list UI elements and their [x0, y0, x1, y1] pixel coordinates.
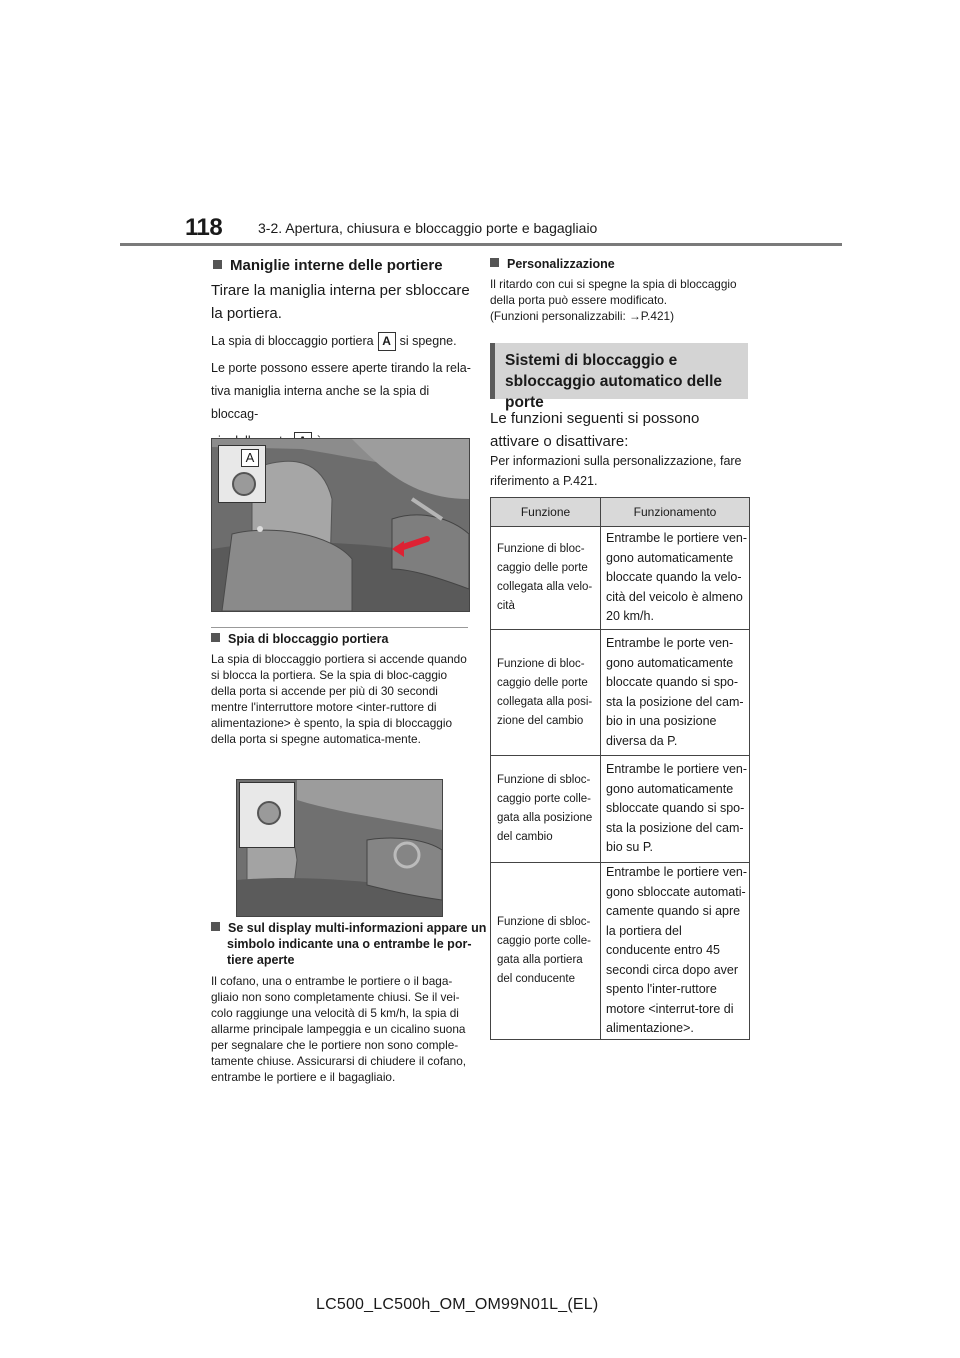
lock-indicator-note: La spia di bloccaggio portiera A si spegne.: [211, 331, 471, 351]
lock-button-icon: [257, 801, 281, 825]
table-cell: Funzione di sbloc-caggio porte colle-gata alla posizione del cambio: [491, 756, 601, 863]
square-bullet-icon: [211, 922, 220, 931]
page-number: 118: [185, 214, 223, 241]
divider: [211, 627, 468, 628]
table-cell: Entrambe le porte ven-gono automaticamente bloccate quando si spo-sta la posizione del cam-bio in una posizione diversa da P.: [601, 630, 750, 756]
table-cell: Entrambe le portiere ven-gono automaticamente sbloccate quando si spo-sta la posizione del cam-bio su P.: [601, 756, 750, 863]
square-bullet-icon: [213, 260, 222, 269]
table-header-row: [491, 498, 750, 527]
customization-body: Il ritardo con cui si spegne la spia di bloccaggio della porta può essere modificato. (Funzioni personalizzabili: →P.421): [490, 277, 737, 323]
callout-a-label: A: [241, 449, 259, 467]
functions-table: [490, 497, 750, 1040]
table-row: [491, 756, 750, 863]
lock-button-icon: [232, 472, 256, 496]
table-cell: Entrambe le portiere ven-gono sbloccate automati-camente quando si apre la portiera del conducente entro 45 secondi circa dopo aver spento l'inter-ruttore motore <interrut-tore di alimentazione>.: [601, 863, 750, 1040]
section-title-display-warning: Se sul display multi-informazioni appare un simbolo indicante una o entrambe le por-tiere aperte: [211, 920, 489, 968]
section-title-lock-indicator: Spia di bloccaggio portiera: [211, 632, 388, 646]
lock-indicator-body: La spia di bloccaggio portiera si accende quando si blocca la portiera. Se la spia di bloc-caggio della porta si accende per più di 30 secondi mentre l'interruttore motore <inter-ruttore di alimentazione> è spento, la spia di bloccaggio della porta si spegne automatica-mente.: [211, 652, 467, 746]
functions-intro-note: Per informazioni sulla personalizzazione, fare riferimento a P.421.: [490, 454, 742, 488]
manual-code: LC500_LC500h_OM_OM99N01L_(EL): [316, 1296, 599, 1313]
table-row: [491, 630, 750, 756]
cabin-indicator-figure: [236, 779, 443, 917]
door-interior-figure: [211, 438, 470, 612]
table-header: Funzione: [491, 498, 601, 527]
section-box-auto-lock: Sistemi di bloccaggio e sbloccaggio automatico delle porte: [490, 343, 748, 399]
section-title-inner-handles: Maniglie interne delle portiere: [213, 257, 443, 274]
table-cell: Funzione di bloc-caggio delle porte collegata alla posi-zione del cambio: [491, 630, 601, 756]
zoom-inset: [218, 445, 266, 503]
square-bullet-icon: [490, 258, 499, 267]
zoom-inset: [239, 782, 295, 848]
functions-intro: Le funzioni seguenti si possono attivare o disattivare:: [490, 410, 700, 450]
table-row: [491, 527, 750, 630]
square-bullet-icon: [211, 633, 220, 642]
chapter-title: 3-2. Apertura, chiusura e bloccaggio porte e bagagliaio: [258, 220, 598, 236]
table-header: Funzionamento: [601, 498, 750, 527]
table-row: [491, 863, 750, 1040]
table-cell: Entrambe le portiere ven-gono automaticamente bloccate quando la velo-cità del veicolo è almeno 20 km/h.: [601, 527, 750, 630]
display-warning-body: Il cofano, una o entrambe le portiere o il baga-gliaio non sono completamente chiusi. Se il vei-colo raggiunge una velocità di 5 km/h, la spia di allarme principale lampeggia e un cicalino suona per segnalare che le portiere non sono comple-tamente chiuse. Assicurarsi di chiudere il cofano, entrambe le portiere e il bagagliaio.: [211, 974, 467, 1084]
door-open-note: Le porte possono essere aperte tirando la rela- tiva maniglia interna anche se la spia di bloccag-: [211, 357, 473, 453]
table-cell: Funzione di sbloc-caggio porte colle-gata alla portiera del conducente: [491, 863, 601, 1040]
callout-badge: A: [378, 332, 396, 351]
table-cell: Funzione di bloc-caggio delle porte collegata alla velo-cità: [491, 527, 601, 630]
inner-handles-body: Tirare la maniglia interna per sbloccare la portiera.: [211, 282, 470, 322]
section-title-customization: Personalizzazione: [490, 257, 615, 271]
header-rule: [120, 243, 842, 246]
